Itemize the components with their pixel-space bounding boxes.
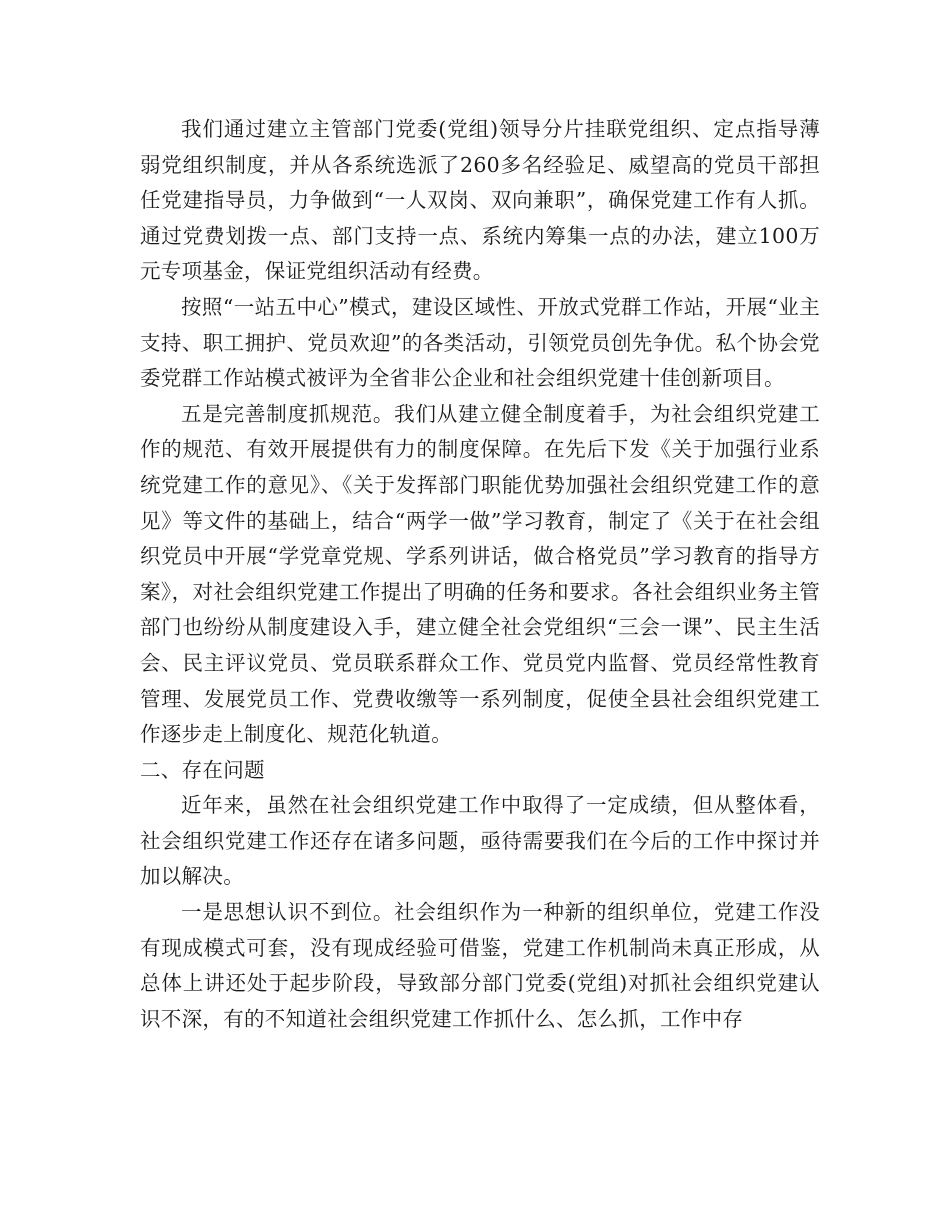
paragraph-system-standards: 五是完善制度抓规范。我们从建立健全制度着手，为社会组织党建工作的规范、有效开展提供有力的制度保障。在先后下发《关于加强行业系统党建工作的意见》、《关于发挥部门职能优势加强社会组织党建工作的意见》等文件的基础上，结合“两学一做”学习教育，制定了《关于在社会组织党员中开展“学党章党规、学系列讲话，做合格党员”学习教育的指导方案》，对社会组织党建工作提出了明确的任务和要求。各社会组织业务主管部门也纷纷从制度建设入手，建立健全社会党组织“三会一课”、民主生活会、民主评议党员、党员联系群众工作、党员党内监督、党员经常性教育管理、发展党员工作、党费收缴等一系列制度，促使全县社会组织党建工作逐步走上制度化、规范化轨道。	[140, 401, 820, 747]
document-body	[140, 112, 820, 1037]
paragraph-problems-intro: 近年来，虽然在社会组织党建工作中取得了一定成绩，但从整体看，社会组织党建工作还存在诸多问题，亟待需要我们在今后的工作中探讨并加以解决。	[140, 793, 820, 889]
paragraph-ideological-awareness: 一是思想认识不到位。社会组织作为一种新的组织单位，党建工作没有现成模式可套，没有现成经验可借鉴，党建工作机制尚未真正形成，从总体上讲还处于起步阶段，导致部分部门党委(党组)对抓社会组织党建认识不深，有的不知道社会组织党建工作抓什么、怎么抓，工作中存	[140, 900, 820, 1031]
paragraph-work-station: 按照“一站五中心”模式，建设区域性、开放式党群工作站，开展“业主支持、职工拥护、党员欢迎”的各类活动，引领党员创先争优。私个协会党委党群工作站模式被评为全省非公企业和社会组织党建十佳创新项目。	[140, 294, 820, 391]
paragraph-party-guidance: 我们通过建立主管部门党委(党组)领导分片挂联党组织、定点指导薄弱党组织制度，并从各系统选派了260多名经验足、威望高的党员干部担任党建指导员，力争做到“一人双岗、双向兼职”，确保党建工作有人抓。通过党费划拨一点、部门支持一点、系统内筹集一点的办法，建立100万元专项基金，保证党组织活动有经费。	[140, 117, 820, 284]
section-heading-problems: 二、存在问题	[140, 757, 265, 782]
